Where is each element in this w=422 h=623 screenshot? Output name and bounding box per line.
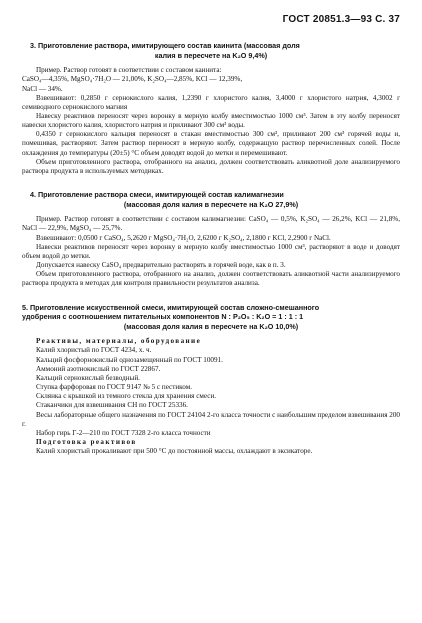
reagent-item: Кальций фосфорнокислый однозамещенный по ГОСТ 10091. (36, 355, 223, 364)
section-5-title-line1: 5. Приготовление искусственной смеси, имитирующей состав сложно-смешанного (22, 302, 320, 312)
section-3 (22, 41, 400, 176)
section-4-allowance: Допускается навеску CaSO₄ предварительно растворять в горячей воде, как в п. 3. (36, 261, 286, 270)
section-3-volume-note: Объем приготовленного раствора, отобранного на анализ, должен соответствовать аликвотной доле анализируемого раствора продукта в используемых методиках. (22, 157, 400, 175)
section-4-title-line2: (массовая доля калия в пересчете на K₂O 27,9%) (123, 199, 299, 209)
preparation-item: Калий хлористый прокаливают при 500 °С до постоянной массы, охлаждают в эксикаторе. (36, 447, 313, 456)
reagent-item: Склянка с крышкой из темного стекла для хранения смеси. (36, 392, 217, 401)
section-3-composition: CaSO₄—4,35%, MgSO₄·7H₂O — 21,00%, K₂SO₄—2,85%, KCl — 12,39%, (22, 75, 243, 84)
section-4-volume-note: Объем приготовленного раствора, отобранного на анализ, должен соответствовать аликвотной части анализируемого раствора продукта в методах для контроля правильности результатов анализа. (22, 270, 400, 288)
page-header: ГОСТ 20851.3—93 С. 37 (282, 14, 400, 25)
section-3-example: Пример. Раствор готовят в соответствии с составом каинита: (36, 66, 222, 75)
section-3-calcium: 0,4350 г сернокислого кальция переносят в стакан вместимостью 300 см³, приливают 200 см³ горячей воды и, помешивая, растворяют. Затем раствор переносят в мерную колбу, содержащую раствор перечисленных солей. После охлаждения до температуры (20±5) °С объем доводят водой до метки и перемешивают. (22, 130, 400, 157)
section-4-example: Пример. Раствор готовят в соответствии с составом калимагнезии: CaSO₄ — 0,5%, K₂SO₄ — 26,2%, KCl — 21,8%, NaCl — 22,9%, MgSO₄ — 25,7%. (22, 215, 400, 233)
preparation-heading: Подготовка реактивов (36, 438, 137, 446)
section-4-title-line1: 4. Приготовление раствора смеси, имитирующей состав калимагнезии (30, 190, 284, 200)
section-5-title-line3: (массовая доля калия в пересчете на K₂O 10,0%) (123, 321, 299, 331)
section-5 (22, 303, 400, 457)
reagent-item: Ступка фарфоровая по ГОСТ 9147 № 5 с пестиком. (36, 383, 193, 392)
reagent-item: Калий хлористый по ГОСТ 4234, х. ч. (36, 346, 152, 355)
reagent-item: Весы лабораторные общего назначения по ГОСТ 24104 2-го класса точности с наибольшим пределом взвешивания 200 г. (22, 410, 400, 428)
section-3-transfer: Навеску реактивов переносят через воронку в мерную колбу вместимостью 1000 см³. Затем в эту колбу переносят навески хлористого калия, хлористого натрия и приливают 300 см³ воды. (22, 111, 400, 130)
section-4-weigh: Взвешивают: 0,0500 г CaSO₄, 5,2620 г MgSO₄·7H₂O, 2,6200 г K₂SO₄, 2,1800 г KCl, 2,2900 г NaCl. (36, 233, 331, 242)
reagent-item: Набор гирь Г-2—210 по ГОСТ 7328 2-го класса точности (36, 428, 211, 437)
reagent-item: Кальций сернокислый безводный. (36, 373, 140, 382)
reagent-item: Стаканчики для взвешивания СН по ГОСТ 25336. (36, 401, 188, 410)
section-5-title-line2: удобрения с соотношением питательных компонентов N : P₂O₅ : K₂O = 1 : 1 : 1 (22, 312, 304, 322)
section-4-transfer: Навески реактивов переносят через воронку в мерную колбу вместимостью 1000 см³, растворяют в воде и доводят объем водой до метки. (22, 242, 400, 260)
reagent-item: Аммоний азотнокислый по ГОСТ 22867. (36, 364, 161, 373)
section-4 (22, 190, 400, 288)
section-3-title-line2: калия в пересчете на K₂O 9,4%) (154, 50, 268, 60)
reagents-heading: Реактивы, материалы, оборудование (36, 337, 202, 346)
section-3-title-line1: 3. Приготовление раствора, имитирующего состав каинита (массовая доля (30, 41, 300, 50)
section-3-weigh: Взвешивают: 0,2850 г сернокислого калия, 1,2390 г хлористого калия, 3,4000 г хлористого натрия, 4,3002 г семиводного сернокислого магния (22, 93, 400, 111)
section-3-composition-end: NaCl — 34%. (22, 84, 63, 93)
